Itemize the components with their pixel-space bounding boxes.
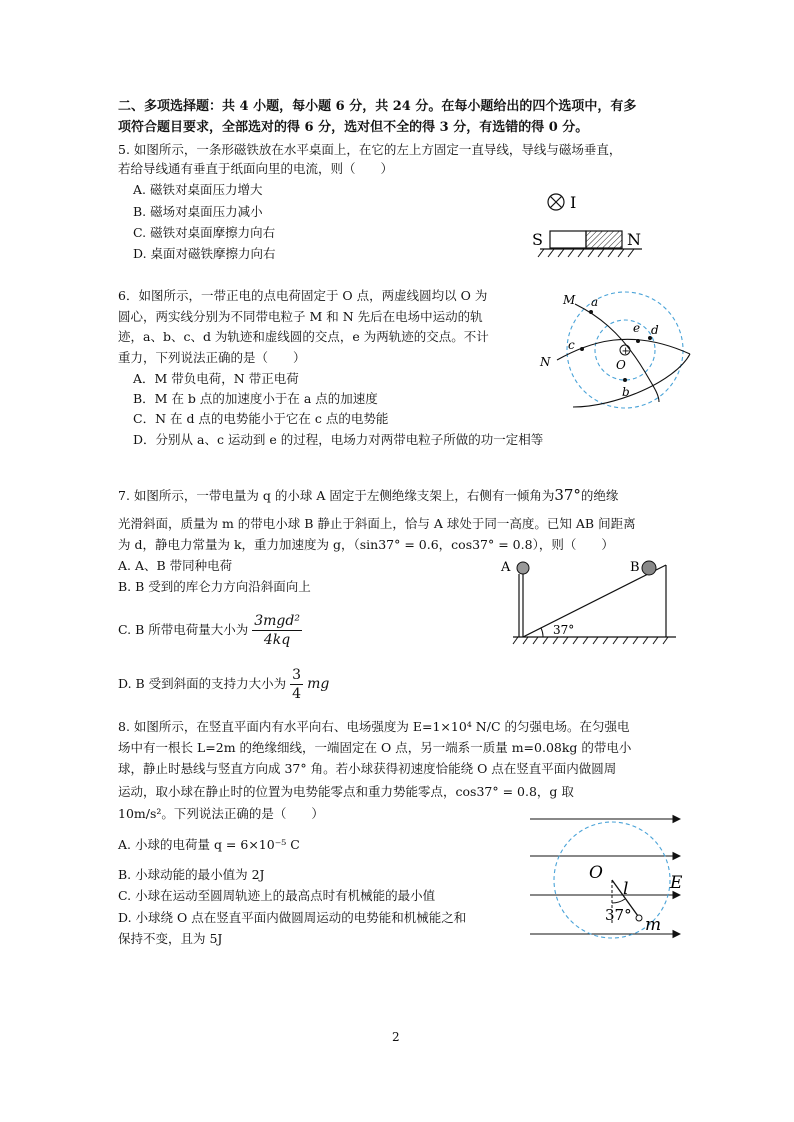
current-label: I: [570, 193, 577, 212]
angle-arc: [541, 628, 543, 637]
magnet-north-half: [586, 231, 622, 248]
section-header-line-1: 二、多项选择题：共 4 小题，每小题 6 分，共 24 分。在每小题给出的四个选项中，有多: [118, 99, 637, 114]
q8-stem-line-2: 场中有一根长 L=2m 的绝缘细线，一端固定在 O 点，另一端系一质量 m=0.08kg 的带电小: [118, 740, 632, 755]
ball-a: [517, 562, 529, 574]
wire-current-symbol: [548, 194, 564, 210]
q5-option-d: D. 桌面对磁铁摩擦力向右: [133, 246, 276, 261]
q8-option-b: B. 小球动能的最小值为 2J: [118, 867, 265, 882]
q8-field-figure: [525, 808, 695, 943]
ball-m: [636, 915, 642, 921]
q7-option-b: B. B 受到的库仑力方向沿斜面向上: [118, 579, 311, 594]
south-pole-label: S: [532, 230, 543, 249]
label-n: N: [540, 355, 551, 369]
label-angle-q8: 37°: [605, 906, 632, 924]
label-m-q8: m: [645, 915, 662, 935]
q7-option-c-text: C. B 所带电荷量大小为: [118, 622, 249, 637]
q5-magnet-figure: [530, 190, 650, 262]
q7-stem-line-2: 光滑斜面，质量为 m 的带电小球 B 静止于斜面上，恰与 A 球处于同一高度。已知 AB 间距离: [118, 516, 636, 531]
q6-stem-line-4: 重力，下列说法正确的是（ ）: [118, 350, 306, 365]
q6-stem-line-1: 6．如图所示，一带正电的点电荷固定于 O 点，两虚线圆均以 O 为: [118, 288, 488, 303]
label-a: a: [591, 295, 599, 309]
q7-stem-line-1: [118, 486, 618, 505]
trajectory-n-return: [573, 354, 690, 407]
q7-stem-part-2: 的绝缘: [580, 488, 619, 503]
ball-b-label: B: [630, 560, 640, 575]
page-number: 2: [392, 1030, 400, 1044]
q7-option-d-tail: mg: [307, 676, 330, 692]
angle-label: 37°: [553, 623, 575, 637]
q7-stem-line-3: 为 d，静电力常量为 k，重力加速度为 g，（sin37° = 0.6，cos37° = 0.8），则（ ）: [118, 537, 614, 552]
q7-option-c-denominator: 4kq: [263, 632, 291, 648]
label-m: M: [563, 293, 576, 307]
q7-incline-figure: [498, 553, 678, 648]
label-o: O: [616, 358, 626, 372]
q7-option-c: [118, 612, 302, 649]
label-c: c: [568, 338, 575, 352]
q6-option-c: C．N 在 d 点的电势能小于它在 c 点的电势能: [133, 411, 389, 426]
label-l: l: [623, 879, 629, 899]
incline-surface: [523, 565, 666, 637]
point-e: [636, 339, 640, 343]
q6-option-d: D．分别从 a、c 运动到 e 的过程，电场力对两带电粒子所做的功一定相等: [133, 432, 544, 447]
q8-stem-line-4: 运动，取小球在静止时的位置为电势能零点和重力势能零点，cos37° = 0.8，g 取: [118, 784, 574, 799]
q6-option-a: A．M 带负电荷，N 带正电荷: [133, 371, 299, 386]
q6-option-b: B．M 在 b 点的加速度小于在 a 点的加速度: [133, 391, 378, 406]
q7-option-d: [118, 666, 329, 703]
q7-option-c-numerator: 3mgd²: [254, 613, 300, 629]
q5-option-b: B. 磁场对桌面压力减小: [133, 204, 263, 219]
angle-arc-q8: [612, 899, 625, 903]
q8-stem-line-5: 10m/s²。下列说法正确的是（ ）: [118, 806, 324, 821]
q8-option-a: A. 小球的电荷量 q = 6×10⁻⁵ C: [118, 837, 300, 852]
q6-trajectory-figure: [535, 282, 695, 412]
q7-angle-value: 37°: [554, 486, 581, 504]
north-pole-label: N: [627, 230, 641, 249]
q6-stem-line-2: 圆心，两实线分别为不同带电粒子 M 和 N 先后在电场中运动的轨: [118, 309, 483, 324]
ball-b: [642, 561, 656, 575]
q7-option-a: A. A、B 带同种电荷: [118, 558, 233, 573]
q8-option-d-line-2: 保持不变，且为 5J: [118, 931, 223, 946]
q7-option-d-text: D. B 受到斜面的支持力大小为: [118, 676, 287, 691]
point-b: [623, 378, 627, 382]
label-e-field: E: [670, 873, 683, 893]
q8-option-d-line-1: D. 小球绕 O 点在竖直平面内做圆周运动的电势能和机械能之和: [118, 910, 467, 925]
section-header-line-2: 项符合题目要求，全部选对的得 6 分，选对但不全的得 3 分，有选错的得 0 分。: [118, 120, 589, 135]
q8-stem-line-1: 8. 如图所示，在竖直平面内有水平向右、电场强度为 E=1×10⁴ N/C 的匀强电场。在匀强电: [118, 719, 630, 734]
q7-option-d-fraction: [290, 666, 303, 703]
ball-a-label: A: [501, 560, 511, 575]
table-hatching: [538, 249, 634, 257]
q5-option-c: C. 磁铁对桌面摩擦力向右: [133, 225, 276, 240]
q8-option-c: C. 小球在运动至圆周轨迹上的最高点时有机械能的最小值: [118, 888, 436, 903]
label-d: d: [651, 323, 659, 337]
q5-option-a: A. 磁铁对桌面压力增大: [133, 182, 263, 197]
q6-stem-line-3: 迹，a、b、c、d 为轨迹和虚线圆的交点，e 为两轨迹的交点。不计: [118, 329, 489, 344]
q7-option-c-fraction: [252, 612, 302, 649]
ground-hatching: [513, 637, 668, 644]
q8-stem-line-3: 球，静止时悬线与竖直方向成 37° 角。若小球获得初速度恰能绕 O 点在竖直平面内做圆周: [118, 761, 617, 776]
q5-stem-line-1: 5. 如图所示，一条形磁铁放在水平桌面上，在它的左上方固定一直导线，导线与磁场垂直，: [118, 142, 622, 157]
charge-sign: +: [621, 346, 630, 357]
point-a: [589, 310, 593, 314]
q7-option-d-numerator: 3: [292, 667, 302, 683]
q7-option-d-denominator: 4: [292, 686, 302, 702]
q7-stem-part-1: 7. 如图所示，一带电量为 q 的小球 A 固定于左侧绝缘支架上，右侧有一倾角为: [118, 488, 555, 503]
trajectory-m: [575, 304, 659, 402]
label-o-q8: O: [589, 863, 603, 883]
label-e: e: [633, 321, 641, 335]
magnet-south-half: [550, 231, 586, 248]
label-b: b: [622, 385, 630, 399]
q5-stem-line-2: 若给导线通有垂直于纸面向里的电流，则（ ）: [118, 161, 394, 176]
point-c: [580, 347, 584, 351]
